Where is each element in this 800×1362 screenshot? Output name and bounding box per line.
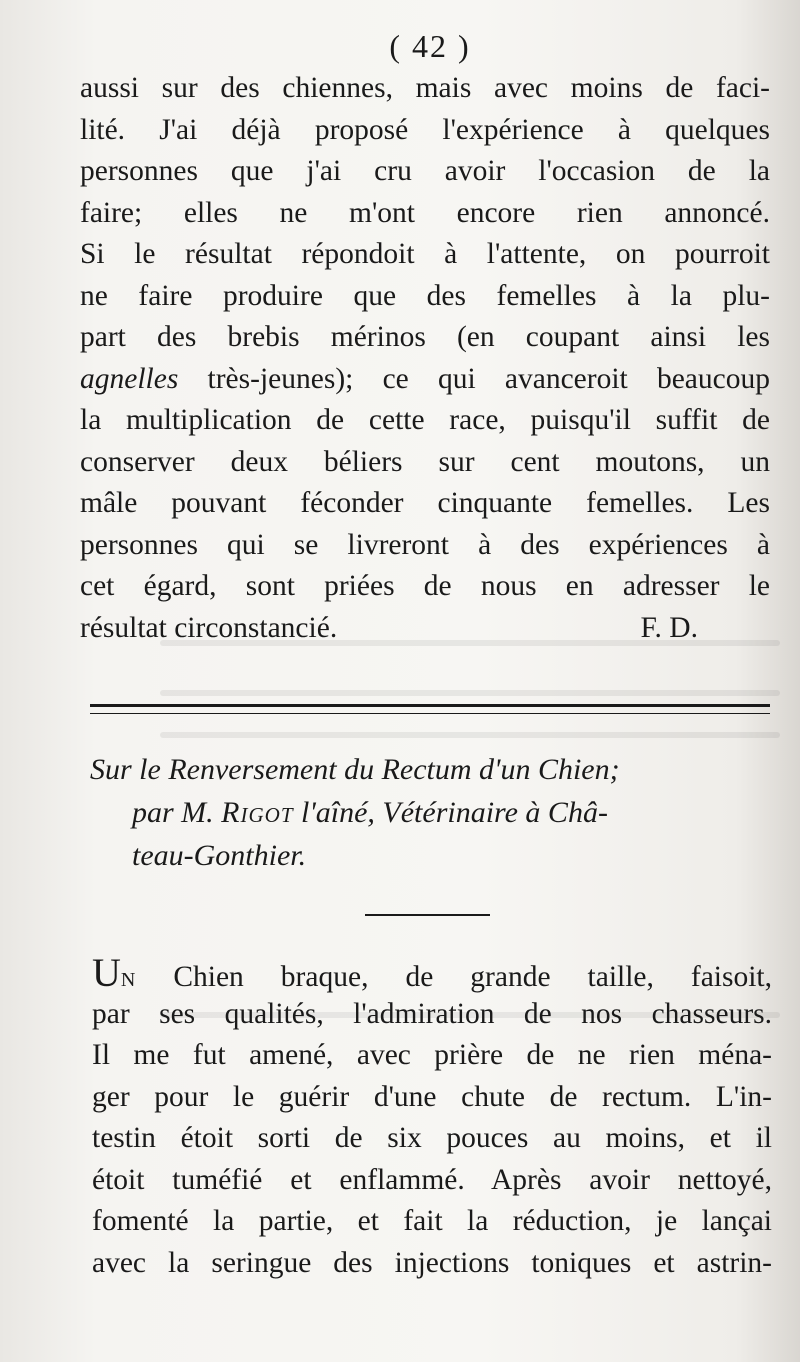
text-line (92, 952, 772, 994)
text-line-last (80, 608, 770, 650)
page-number: ( 42 ) (389, 28, 471, 64)
text-line: part des brebis mérinos (en coupant ainsi les (80, 321, 770, 353)
section-divider (90, 704, 770, 714)
title-line: teau-Gonthier. (132, 839, 307, 872)
text-fragment: résultat circonstancié. (80, 611, 338, 644)
title-fragment: l'aîné, Vétérinaire à Châ- (293, 796, 608, 829)
text-line: étoit tuméfié et enflammé. Après avoir nettoyé, (92, 1163, 772, 1196)
text-line: ger pour le guérir d'une chute de rectum. L'in- (92, 1080, 772, 1113)
text-line: mâle pouvant féconder cinquante femelles. Les (80, 487, 770, 519)
title-rule (365, 914, 490, 916)
text-line: par ses qualités, l'admiration de nos chasseurs. (92, 997, 772, 1030)
text-line: faire; elles ne m'ont encore rien annoncé. (80, 196, 770, 229)
text-line: ne faire produire que des femelles à la plu- (80, 279, 770, 312)
text-line: conserver deux béliers sur cent moutons, un (80, 445, 770, 478)
text-line: cet égard, sont priées de nous en adresser le (80, 570, 770, 602)
article-body (92, 952, 772, 1284)
italic-word: agnelles (80, 362, 179, 395)
title-line (90, 791, 780, 834)
text-fragment: très-jeunes); ce qui avanceroit beaucoup (178, 362, 770, 395)
text-line: personnes que j'ai cru avoir l'occasion de la (80, 155, 770, 187)
text-line: avec la seringue des injections toniques et astrin- (92, 1246, 772, 1279)
text-line: testin étoit sorti de six pouces au moins, et il (92, 1122, 772, 1154)
title-line: Sur le Renversement du Rectum d'un Chien; (90, 753, 620, 786)
text-fragment: Chien braque, de grande taille, faisoit, (136, 961, 772, 993)
author-name: Rigot (221, 796, 294, 829)
small-cap-letter: N (120, 969, 137, 991)
top-paragraph (80, 68, 770, 649)
text-line: fomenté la partie, et fait la réduction, je lançai (92, 1205, 772, 1237)
title-fragment: par M. (132, 796, 222, 829)
article-title (90, 748, 780, 877)
text-line: la multiplication de cette race, puisqu'il suffit de (80, 404, 770, 436)
text-line: aussi sur des chiennes, mais avec moins de faci- (80, 72, 770, 104)
text-line: personnes qui se livreront à des expériences à (80, 528, 770, 561)
text-line: Il me fut amené, avec prière de ne rien ména- (92, 1039, 772, 1071)
signature: F. D. (640, 611, 698, 644)
drop-cap: U (92, 952, 121, 994)
text-line: Si le résultat répondoit à l'attente, on pourroit (80, 238, 770, 270)
text-line (80, 359, 770, 401)
text-line: lité. J'ai déjà proposé l'expérience à quelques (80, 113, 770, 146)
